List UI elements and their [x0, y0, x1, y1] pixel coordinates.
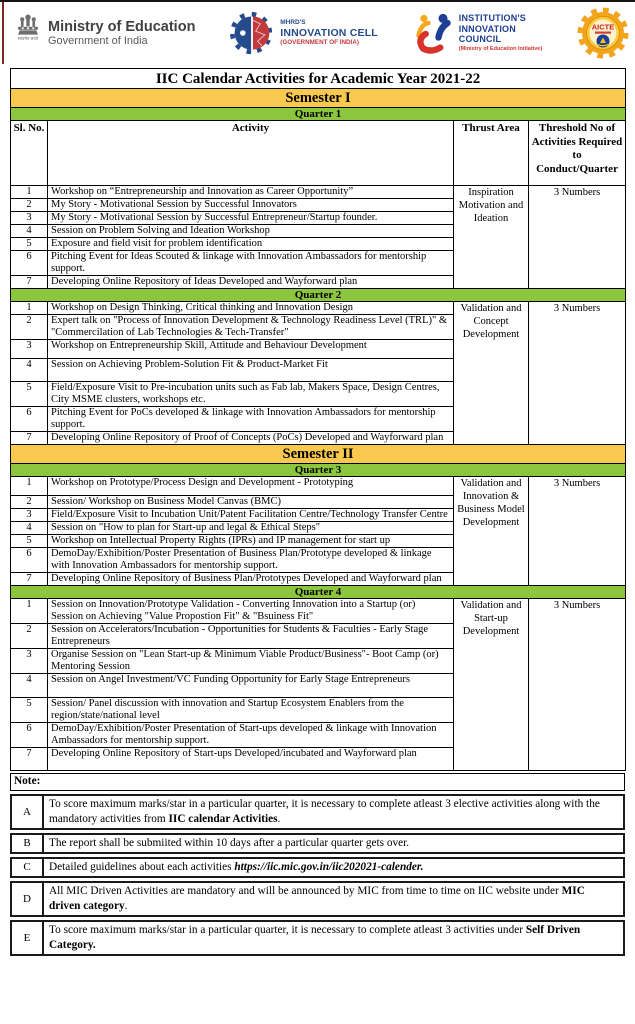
activity-cell: Workshop on Prototype/Process Design and Development - Prototyping [48, 477, 454, 496]
thrust-area-cell: Validation and Concept Development [454, 302, 529, 445]
row-number: 1 [11, 302, 48, 315]
iic-sub-label: (Ministry of Education Initiative) [458, 45, 543, 52]
table-header-row [11, 121, 626, 186]
iic-label-line3: COUNCIL [458, 34, 502, 45]
threshold-cell: 3 Numbers [529, 477, 626, 586]
activity-cell: Developing Online Repository of Start-ups Developed/incubated and Wayforward plan [48, 748, 454, 771]
row-number: 6 [11, 548, 48, 573]
note-row-b [10, 833, 625, 854]
note-letter: B [12, 835, 44, 852]
row-number: 5 [11, 382, 48, 407]
emblem-motto: सत्यमेव जयते [17, 35, 39, 41]
activity-cell: Field/Exposure Visit to Pre-incubation units such as Fab lab, Makers Space, Design Centres, City MSME clusters, workshops etc. [48, 382, 454, 407]
aicte-gear-icon [577, 7, 629, 59]
note-text: Detailed guidelines about each activities https://iic.mic.gov.in/iic202021-calender. [49, 861, 424, 873]
row-number: 7 [11, 573, 48, 586]
mic-sub-label: (GOVERNMENT OF INDIA) [280, 39, 359, 46]
logo-header [2, 2, 635, 64]
activity-cell: Workshop on “Entrepreneurship and Innovation as Career Opportunity” [48, 186, 454, 199]
national-emblem-icon [14, 11, 42, 55]
table-row [11, 599, 626, 624]
row-number: 5 [11, 238, 48, 251]
semester-1-band: Semester I [11, 89, 626, 108]
mic-top-label: MHRD'S [280, 19, 306, 26]
row-number: 4 [11, 674, 48, 698]
activity-cell: DemoDay/Exhibition/Poster Presentation of Start-ups developed & linkage with Innovation Ambassadors for mentorship support. [48, 723, 454, 748]
row-number: 7 [11, 748, 48, 771]
activity-cell: Session on Achieving Problem-Solution Fit & Product-Market Fit [48, 359, 454, 382]
thrust-area-cell: Validation and Start-up Development [454, 599, 529, 771]
note-row-d [10, 881, 625, 917]
activity-cell: Exposure and field visit for problem identification [48, 238, 454, 251]
activity-cell: Expert talk on "Process of Innovation Development & Technology Readiness Level (TRL)" & "Commercilation of Lab Technologies & Tech-Transfer" [48, 315, 454, 340]
note-row-e [10, 920, 625, 956]
row-number: 3 [11, 649, 48, 674]
aicte-label: AICTE [591, 22, 615, 32]
row-number: 7 [11, 276, 48, 289]
calendar-section [10, 68, 625, 771]
note-row-a [10, 794, 625, 830]
table-row [11, 477, 626, 496]
col-header-activity: Activity [48, 121, 454, 186]
activity-cell: Session/ Workshop on Business Model Canvas (BMC) [48, 496, 454, 509]
note-text: The report shall be submiited within 10 days after a particular quarter gets over. [49, 837, 410, 849]
note-letter: A [12, 796, 44, 828]
activity-cell: Session on "How to plan for Start-up and legal & Ethical Steps" [48, 522, 454, 535]
row-number: 2 [11, 624, 48, 649]
thrust-area-cell: Validation and Innovation & Business Model Development [454, 477, 529, 586]
institutions-innovation-council-logo [413, 11, 542, 55]
threshold-cell: 3 Numbers [529, 599, 626, 771]
activity-cell: Session/ Panel discussion with innovation and Startup Ecosystem Enablers from the region/state/national level [48, 698, 454, 723]
iic-label-line1: INSTITUTION'S [458, 13, 526, 24]
activity-cell: My Story - Motivational Session by Successful Entrepreneur/Startup founder. [48, 212, 454, 225]
note-text: All MIC Driven Activities are mandatory and will be announced by MIC from time to time on IIC website under MIC driven category. [49, 885, 585, 912]
activity-cell: DemoDay/Exhibition/Poster Presentation of Business Plan/Prototype developed & linkage with Innovation Ambassadors for mentorship support. [48, 548, 454, 573]
note-letter: D [12, 883, 44, 915]
notes-section [10, 773, 625, 956]
activity-cell: My Story - Motivational Session by Successful Innovators [48, 199, 454, 212]
row-number: 5 [11, 535, 48, 548]
note-text: To score maximum marks/star in a particular quarter, it is necessary to complete atleast 3 elective activities along with the mandatory activities from IIC calendar Activities. [49, 798, 600, 825]
mhrd-innovation-cell-logo [230, 11, 378, 55]
activity-cell: Session on Angel Investment/VC Funding Opportunity for Early Stage Entrepreneurs [48, 674, 454, 698]
row-number: 1 [11, 186, 48, 199]
row-number: 6 [11, 407, 48, 432]
row-number: 1 [11, 477, 48, 496]
quarter-1-band: Quarter 1 [11, 108, 626, 121]
activity-cell: Workshop on Entrepreneurship Skill, Attitude and Behaviour Development [48, 340, 454, 359]
calendar-table [10, 68, 626, 771]
activity-cell: Pitching Event for PoCs developed & linkage with Innovation Ambassadors for mentorship support. [48, 407, 454, 432]
row-number: 3 [11, 509, 48, 522]
activity-cell: Organise Session on "Lean Start-up & Minimum Viable Product/Business"- Boot Camp (or) Mentoring Session [48, 649, 454, 674]
activity-cell: Developing Online Repository of Business Plan/Prototypes Developed and Wayforward plan [48, 573, 454, 586]
moe-title: Ministry of Education [48, 18, 196, 35]
activity-cell: Session on Innovation/Prototype Validation - Converting Innovation into a Startup (or) Session on Achieving "Value Propostion Fit" & "Bsuiness Fit" [48, 599, 454, 624]
note-text: To score maximum marks/star in a particular quarter, it is necessary to complete atleast 3 activities under Self Driven Category. [49, 924, 581, 951]
row-number: 2 [11, 199, 48, 212]
quarter-3-band: Quarter 3 [11, 464, 626, 477]
row-number: 2 [11, 315, 48, 340]
mic-main-label: INNOVATION CELL [280, 27, 378, 39]
row-number: 4 [11, 225, 48, 238]
row-number: 3 [11, 340, 48, 359]
quarter-2-band: Quarter 2 [11, 289, 626, 302]
thrust-area-cell: Inspiration Motivation and Ideation [454, 186, 529, 289]
row-number: 4 [11, 522, 48, 535]
row-number: 6 [11, 723, 48, 748]
notes-heading: Note: [10, 773, 625, 791]
note-letter: C [12, 859, 44, 876]
row-number: 5 [11, 698, 48, 723]
table-row [11, 186, 626, 199]
iic-figures-icon [413, 11, 453, 55]
row-number: 4 [11, 359, 48, 382]
threshold-cell: 3 Numbers [529, 302, 626, 445]
moe-subtitle: Government of India [48, 34, 148, 47]
activity-cell: Pitching Event for Ideas Scouted & linkage with Innovation Ambassadors for mentorship support. [48, 251, 454, 276]
activity-cell: Developing Online Repository of Proof of Concepts (PoCs) Developed and Wayforward plan [48, 432, 454, 445]
guidelines-url: https://iic.mic.gov.in/iic202021-calender. [234, 861, 424, 873]
activity-cell: Workshop on Intellectual Property Rights (IPRs) and IP management for start up [48, 535, 454, 548]
col-header-threshold: Threshold No of Activities Required to Conduct/Quarter [529, 121, 626, 186]
page-title: IIC Calendar Activities for Academic Year 2021-22 [11, 69, 626, 89]
col-header-sl-no: Sl. No. [11, 121, 48, 186]
activity-cell: Session on Problem Solving and Ideation Workshop [48, 225, 454, 238]
row-number: 7 [11, 432, 48, 445]
aicte-logo [577, 7, 629, 59]
activity-cell: Developing Online Repository of Ideas Developed and Wayforward plan [48, 276, 454, 289]
threshold-cell: 3 Numbers [529, 186, 626, 289]
note-letter: E [12, 922, 44, 954]
gear-brain-icon [230, 11, 274, 55]
note-row-c [10, 857, 625, 878]
activity-cell: Workshop on Design Thinking, Critical thinking and Innovation Design [48, 302, 454, 315]
ministry-of-education-logo [14, 11, 195, 55]
col-header-thrust-area: Thrust Area [454, 121, 529, 186]
semester-2-band: Semester II [11, 445, 626, 464]
table-row [11, 302, 626, 315]
activity-cell: Session on Accelerators/Incubation - Opportunities for Students & Faculties - Early Stage Entrepreneurs [48, 624, 454, 649]
row-number: 3 [11, 212, 48, 225]
row-number: 2 [11, 496, 48, 509]
iic-label-line2: INNOVATION [458, 23, 516, 34]
quarter-4-band: Quarter 4 [11, 586, 626, 599]
activity-cell: Field/Exposure Visit to Incubation Unit/Patent Facilitation Centre/Technology Transfer Centre [48, 509, 454, 522]
row-number: 6 [11, 251, 48, 276]
row-number: 1 [11, 599, 48, 624]
